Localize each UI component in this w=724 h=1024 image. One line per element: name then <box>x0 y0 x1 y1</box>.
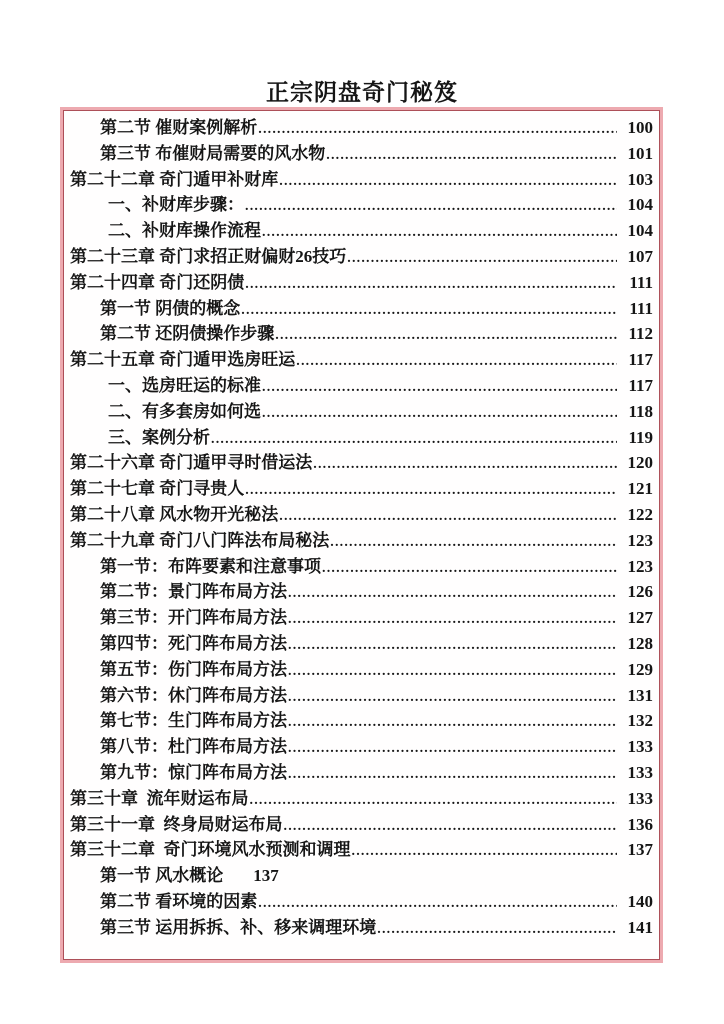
dot-leader <box>288 760 617 788</box>
dot-leader <box>288 734 617 762</box>
page-number: 137 <box>253 866 279 886</box>
toc-entry-label: 第二十八章 风水物开光秘法 <box>70 504 279 524</box>
dot-leader <box>279 502 617 530</box>
toc-entry-label: 第二节 看环境的因素 <box>100 891 258 911</box>
dot-leader <box>279 167 617 195</box>
toc-entry-label: 第二十四章 奇门还阴债 <box>70 272 245 292</box>
toc-entry-label: 第二十六章 奇门遁甲寻时借运法 <box>70 453 313 473</box>
dot-leader <box>241 296 617 324</box>
toc-entry <box>68 115 653 141</box>
toc-entry <box>68 425 653 451</box>
toc-entry <box>68 321 653 347</box>
toc-entry-label: 第一节：布阵要素和注意事项 <box>100 556 321 576</box>
dot-leader <box>288 631 617 659</box>
dot-leader <box>322 554 617 582</box>
page-number: 111 <box>629 272 653 292</box>
toc-entry <box>68 889 653 915</box>
toc-entry <box>68 244 653 270</box>
page-number: 121 <box>627 479 653 499</box>
page-number: 136 <box>627 814 653 834</box>
toc-entry-label: 第二节：景门阵布局方法 <box>100 582 287 602</box>
page-number: 131 <box>627 685 653 705</box>
page-number: 104 <box>627 195 653 215</box>
dot-leader <box>262 218 617 246</box>
page-number: 128 <box>627 633 653 653</box>
dot-leader <box>288 683 617 711</box>
toc-entry-label: 第三节 布催财局需要的风水物 <box>100 143 326 163</box>
toc-entry-label: 第七节：生门阵布局方法 <box>100 711 287 731</box>
page-number: 137 <box>627 840 653 860</box>
page-title: 正宗阴盘奇门秘笈 <box>266 80 458 105</box>
dot-leader <box>313 450 617 478</box>
page-number: 126 <box>627 582 653 602</box>
dot-leader <box>262 399 617 427</box>
page-number: 129 <box>627 659 653 679</box>
toc-entry <box>68 554 653 580</box>
toc-entry <box>68 915 653 941</box>
page-number: 127 <box>627 608 653 628</box>
dot-leader <box>296 347 617 375</box>
toc-entry <box>68 760 653 786</box>
page-number: 100 <box>627 118 653 137</box>
toc-entry-label: 第一节 风水概论 <box>100 866 224 886</box>
page-number: 117 <box>628 350 653 370</box>
toc-entry <box>68 218 653 244</box>
dot-leader <box>288 708 617 736</box>
toc-entry <box>68 192 653 218</box>
page-number: 123 <box>627 530 653 550</box>
page-number: 120 <box>627 453 653 473</box>
page-number: 117 <box>628 375 653 395</box>
page-number: 122 <box>627 504 653 524</box>
dot-leader <box>245 476 617 504</box>
page-number: 112 <box>628 324 653 344</box>
content-frame <box>60 107 663 963</box>
dot-leader <box>245 270 617 298</box>
toc-entry <box>68 296 653 322</box>
toc-entry-label: 第六节：休门阵布局方法 <box>100 685 287 705</box>
toc-entry-label: 第三节 运用拆拆、补、移来调理环境 <box>100 917 377 937</box>
toc-entry <box>68 167 653 193</box>
toc-entry-label: 第三节：开门阵布局方法 <box>100 608 287 628</box>
toc-entry <box>68 657 653 683</box>
dot-leader <box>347 244 617 272</box>
toc-entry-label: 第三十一章 终身局财运布局 <box>70 814 283 834</box>
toc-entry-label: 第八节：杜门阵布局方法 <box>100 737 287 757</box>
toc-entry-label: 二、有多套房如何选 <box>108 401 261 421</box>
toc-entry <box>68 786 653 812</box>
toc-entry <box>68 837 653 863</box>
dot-leader <box>288 657 617 685</box>
toc-entry <box>68 812 653 838</box>
dot-leader <box>245 192 617 220</box>
dot-leader <box>275 321 617 349</box>
dot-leader <box>262 373 617 401</box>
toc-entry <box>68 347 653 373</box>
dot-leader <box>288 605 617 633</box>
toc-entry-label: 第五节：伤门阵布局方法 <box>100 659 287 679</box>
page-number: 103 <box>627 169 653 189</box>
page-number: 141 <box>627 917 653 937</box>
dot-leader <box>326 141 617 169</box>
page-number: 133 <box>627 762 653 782</box>
toc-entry <box>68 734 653 760</box>
toc-entry <box>68 528 653 554</box>
toc-entry-label: 第二十九章 奇门八门阵法布局秘法 <box>70 530 330 550</box>
toc-entry-label: 第三十二章 奇门环境风水预测和调理 <box>70 840 351 860</box>
dot-leader <box>284 812 618 840</box>
page-number: 133 <box>627 788 653 808</box>
page-number: 132 <box>627 711 653 731</box>
page-number: 133 <box>627 737 653 757</box>
toc-entry-label: 三、案例分析 <box>108 427 210 447</box>
toc-entry <box>68 579 653 605</box>
dot-leader <box>250 786 618 814</box>
page-number: 123 <box>627 556 653 576</box>
page-number: 101 <box>627 143 653 163</box>
toc-entry <box>68 502 653 528</box>
toc-entry-label: 第四节：死门阵布局方法 <box>100 633 287 653</box>
dot-leader <box>330 528 617 556</box>
page-number: 107 <box>627 246 653 266</box>
toc-entry <box>68 450 653 476</box>
dot-leader <box>352 837 618 865</box>
toc-entry-label: 第二十五章 奇门遁甲选房旺运 <box>70 350 296 370</box>
toc-entry-label: 第三十章 流年财运布局 <box>70 788 249 808</box>
toc-entry-label: 一、选房旺运的标准 <box>108 375 261 395</box>
toc-entry <box>68 476 653 502</box>
dot-leader <box>258 889 617 917</box>
toc-entry <box>68 683 653 709</box>
dot-leader <box>288 579 617 607</box>
toc-entry <box>68 708 653 734</box>
toc-entry-label: 第二节 催财案例解析 <box>100 118 258 137</box>
toc-entry <box>68 270 653 296</box>
toc-entry <box>68 605 653 631</box>
toc-entry <box>68 863 653 889</box>
toc-entry-label: 第九节：惊门阵布局方法 <box>100 762 287 782</box>
toc-entry-label: 第一节 阴债的概念 <box>100 298 241 318</box>
page-number: 104 <box>627 221 653 241</box>
toc-entry <box>68 631 653 657</box>
toc-entry-label: 第二十二章 奇门遁甲补财库 <box>70 169 279 189</box>
page-number: 111 <box>629 298 653 318</box>
toc-entry <box>68 141 653 167</box>
toc-entry-label: 第二十三章 奇门求招正财偏财26技巧 <box>70 246 347 266</box>
toc-entry-label: 第二节 还阴债操作步骤 <box>100 324 275 344</box>
toc-entry-label: 一、补财库步骤： <box>108 195 244 215</box>
toc-entry <box>68 399 653 425</box>
dot-leader <box>377 915 617 943</box>
toc-entry <box>68 373 653 399</box>
toc-entry-label: 第二十七章 奇门寻贵人 <box>70 479 245 499</box>
dot-leader <box>258 115 617 143</box>
page-number: 118 <box>628 401 653 421</box>
toc-entry-label: 二、补财库操作流程 <box>108 221 261 241</box>
toc-list <box>63 110 660 960</box>
page-number: 140 <box>627 891 653 911</box>
dot-leader <box>211 425 617 453</box>
page-number: 119 <box>628 427 653 447</box>
